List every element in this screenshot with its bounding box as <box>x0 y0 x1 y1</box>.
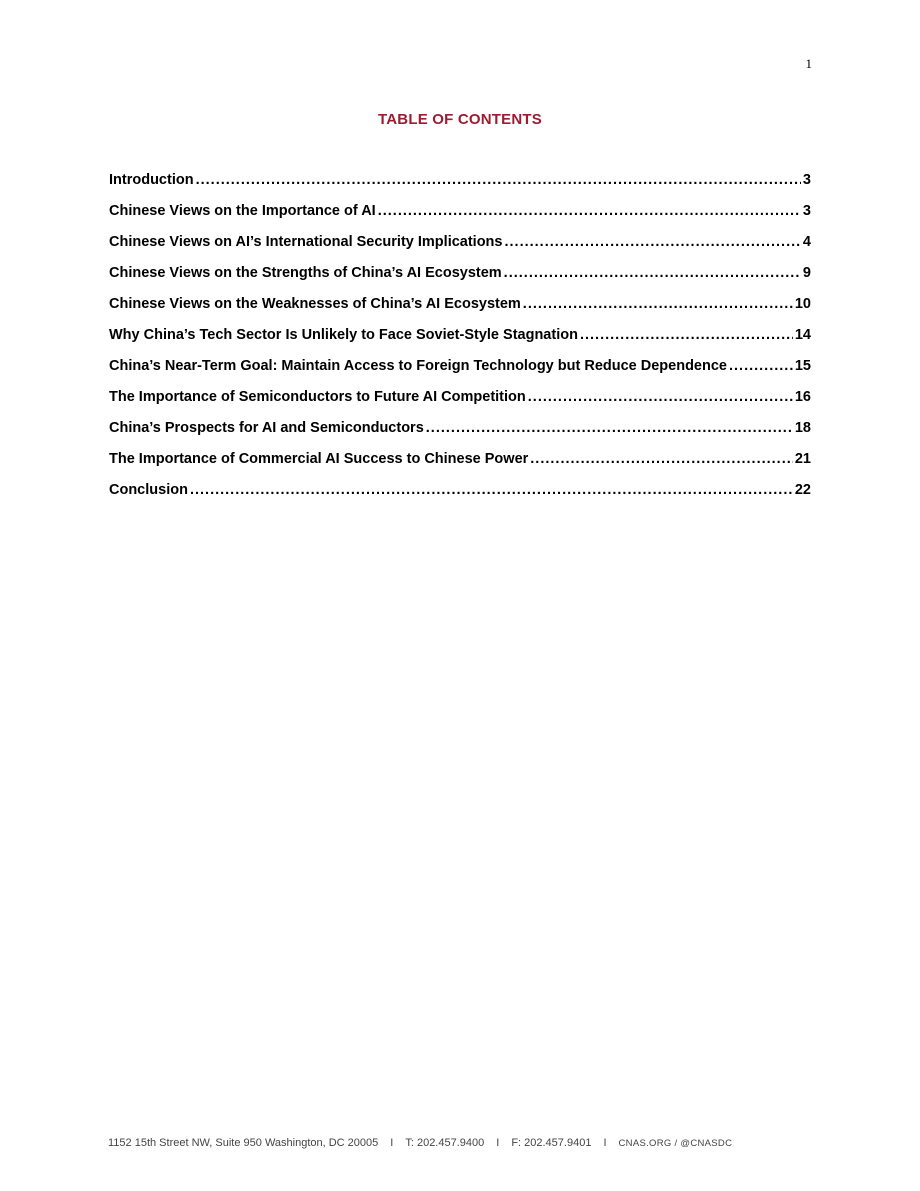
toc-entry-page: 10 <box>794 296 811 312</box>
dot-leader <box>196 170 801 190</box>
toc-entry-commercial-ai[interactable] <box>109 449 811 480</box>
toc-entry-near-term-goal[interactable] <box>109 356 811 387</box>
toc-entry-title: Chinese Views on the Weaknesses of China’s AI Ecosystem <box>109 296 521 312</box>
toc-entry-page: 18 <box>794 420 811 436</box>
footer-address: 1152 15th Street NW, Suite 950 Washington, DC 20005 <box>108 1137 379 1149</box>
toc-entry-conclusion[interactable] <box>109 480 811 511</box>
dot-leader <box>530 449 793 469</box>
footer-separator: I <box>496 1137 500 1149</box>
toc-entry-introduction[interactable] <box>109 170 811 201</box>
toc-entry-title: China’s Near-Term Goal: Maintain Access to Foreign Technology but Reduce Dependence <box>109 358 727 374</box>
toc-entry-title: Chinese Views on AI’s International Security Implications <box>109 234 503 250</box>
toc-entry-title: Why China’s Tech Sector Is Unlikely to Face Soviet-Style Stagnation <box>109 327 578 343</box>
dot-leader <box>190 480 793 500</box>
toc-entry-title: Chinese Views on the Importance of AI <box>109 203 376 219</box>
dot-leader <box>580 325 793 345</box>
toc-entry-title: China’s Prospects for AI and Semiconductors <box>109 420 424 436</box>
footer-separator: I <box>603 1137 607 1149</box>
footer-website[interactable]: CNAS.ORG / @CNASDC <box>618 1137 733 1149</box>
toc-entry-semiconductors[interactable] <box>109 387 811 418</box>
toc-heading: TABLE OF CONTENTS <box>378 111 542 128</box>
dot-leader <box>729 356 793 376</box>
footer-phone: T: 202.457.9400 <box>405 1137 485 1149</box>
dot-leader <box>426 418 793 438</box>
toc-entry-title: Introduction <box>109 172 194 188</box>
toc-entry-strengths[interactable] <box>109 263 811 294</box>
dot-leader <box>378 201 801 221</box>
toc-entry-page: 4 <box>802 234 811 250</box>
toc-entry-title: The Importance of Semiconductors to Future AI Competition <box>109 389 526 405</box>
toc-entry-page: 3 <box>802 172 811 188</box>
toc-entry-page: 14 <box>794 327 811 343</box>
toc-entry-soviet-stagnation[interactable] <box>109 325 811 356</box>
toc-entry-page: 15 <box>794 358 811 374</box>
dot-leader <box>523 294 793 314</box>
dot-leader <box>504 232 800 252</box>
toc-entry-title: The Importance of Commercial AI Success to Chinese Power <box>109 451 529 467</box>
toc-entry-importance-of-ai[interactable] <box>109 201 811 232</box>
toc-entry-weaknesses[interactable] <box>109 294 811 325</box>
footer-separator: I <box>390 1137 394 1149</box>
dot-leader <box>528 387 793 407</box>
toc-list <box>109 170 811 511</box>
page-number: 1 <box>805 56 812 71</box>
toc-entry-page: 3 <box>802 203 811 219</box>
footer-fax: F: 202.457.9401 <box>511 1137 592 1149</box>
toc-entry-title: Chinese Views on the Strengths of China’s AI Ecosystem <box>109 265 502 281</box>
toc-entry-page: 22 <box>794 482 811 498</box>
toc-entry-page: 21 <box>794 451 811 467</box>
page-footer <box>108 1137 828 1149</box>
toc-entry-title: Conclusion <box>109 482 188 498</box>
toc-entry-page: 9 <box>802 265 811 281</box>
toc-entry-prospects[interactable] <box>109 418 811 449</box>
toc-entry-page: 16 <box>794 389 811 405</box>
dot-leader <box>504 263 801 283</box>
toc-entry-security-implications[interactable] <box>109 232 811 263</box>
